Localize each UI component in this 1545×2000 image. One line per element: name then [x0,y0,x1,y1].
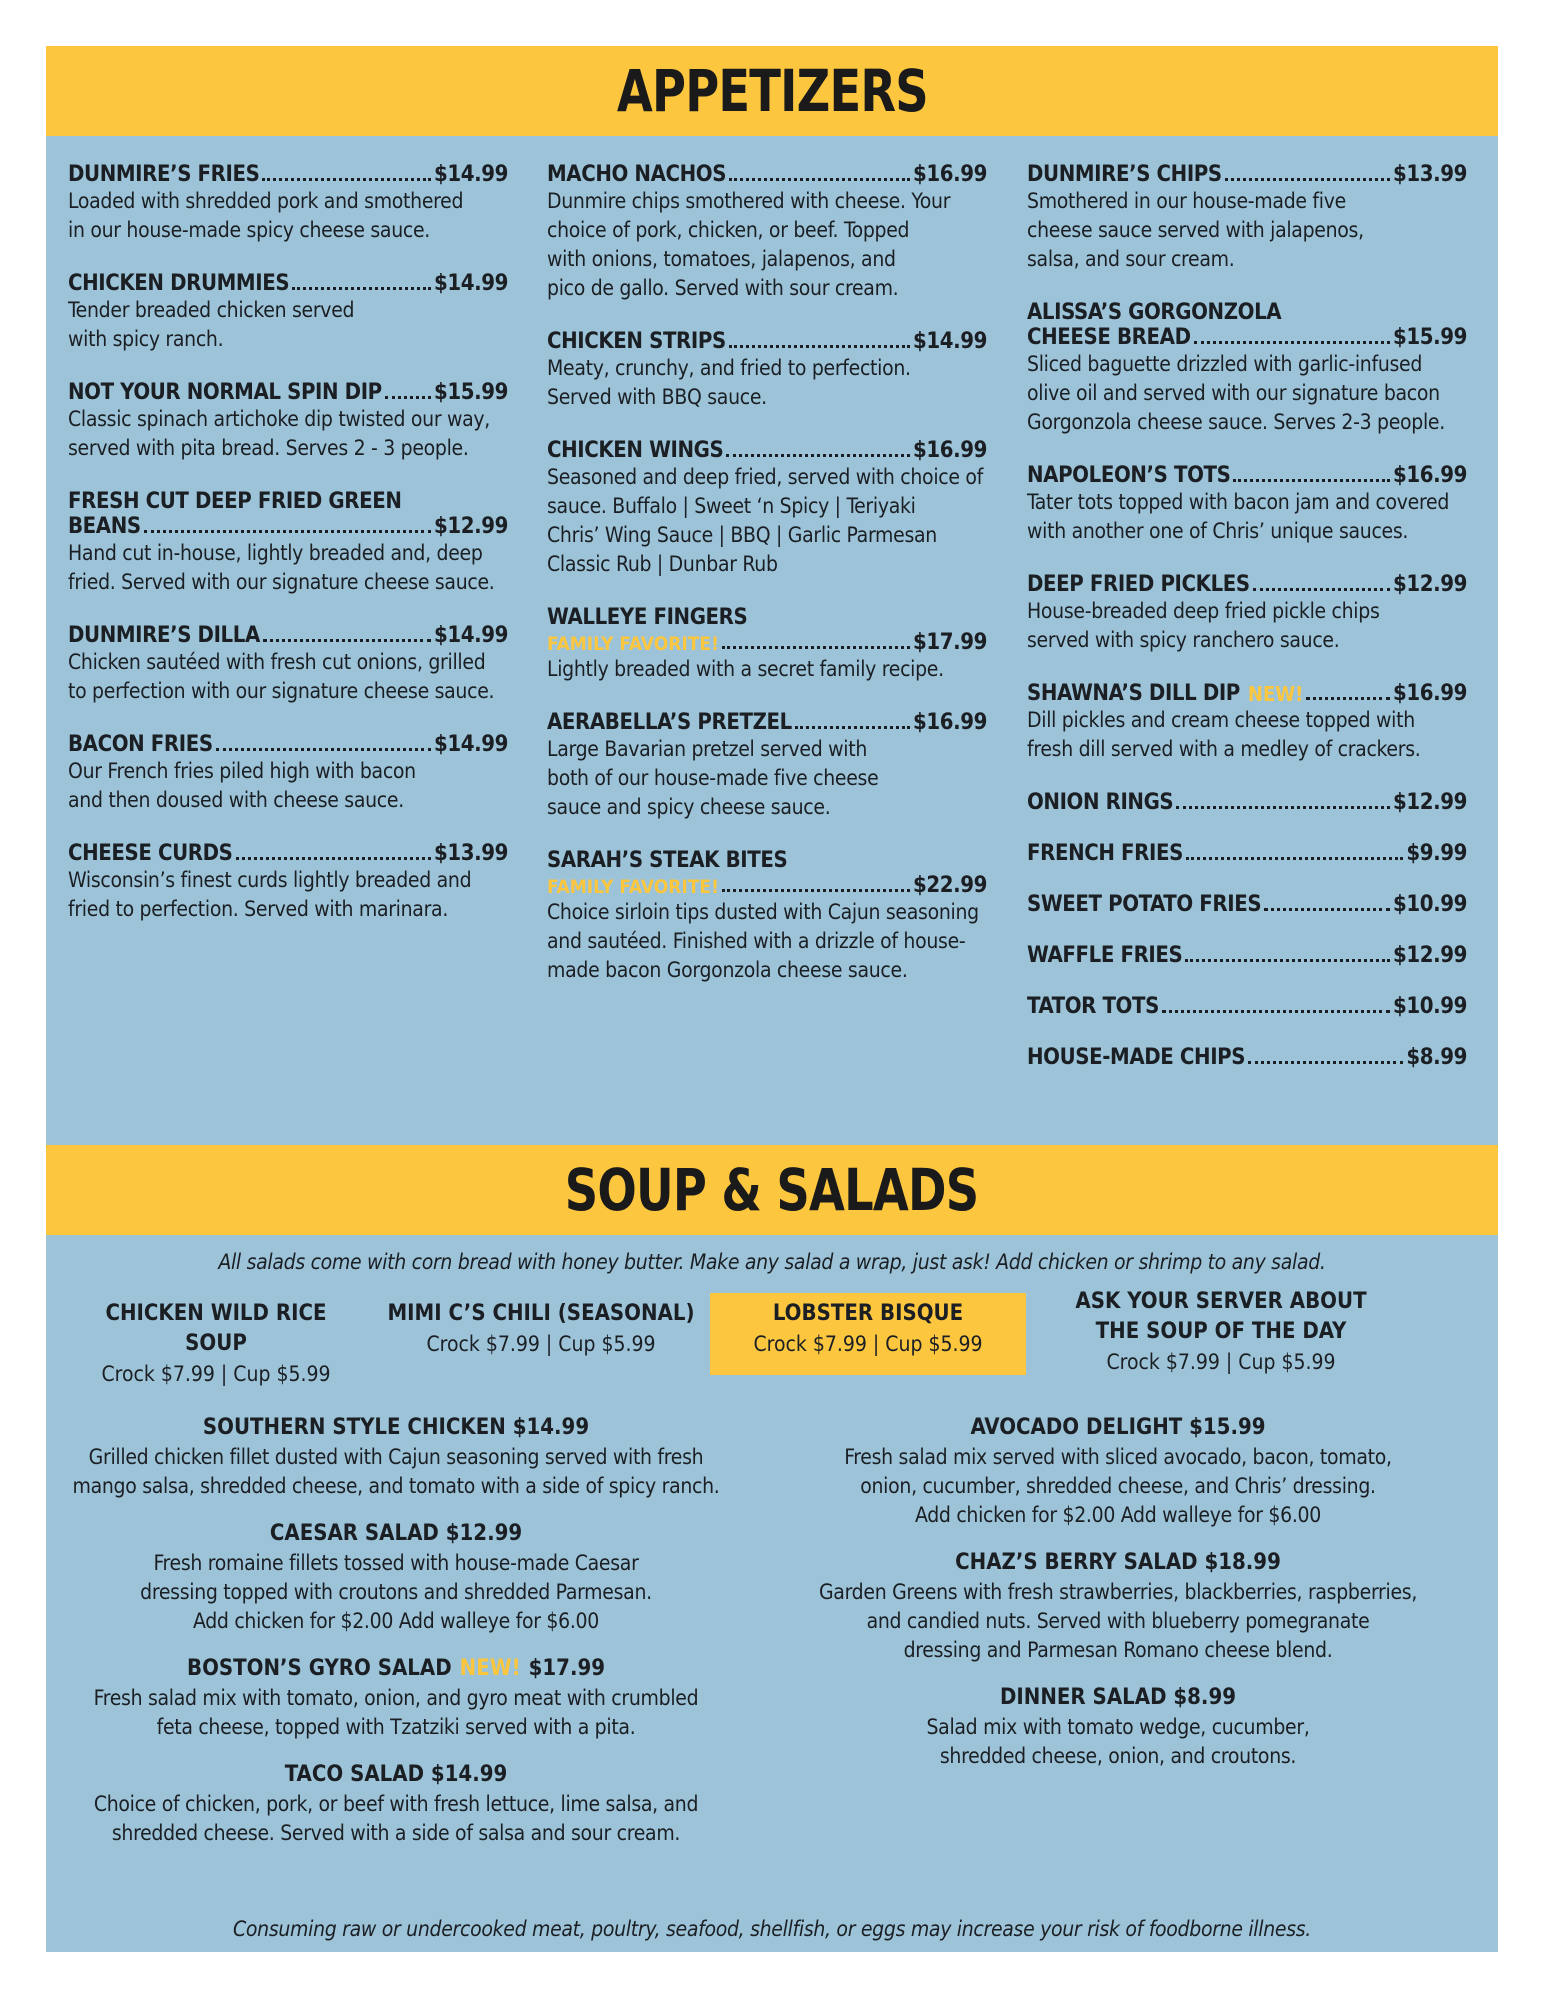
soup-salads-panel [46,1235,1498,1952]
item-name: FRENCH FRIES [1027,841,1183,866]
salad-price: $17.99 [528,1656,606,1681]
leader-dots [292,287,431,290]
leader-dots [722,646,910,649]
soup-prices: Crock $7.99 | Cup $5.99 [753,1332,983,1356]
salads-right-column [768,1413,1468,1789]
appetizers-title: APPETIZERS [616,57,928,125]
menu-item [1027,162,1467,274]
soups-row [46,1289,1498,1386]
leader-dots [262,178,431,181]
item-name: DEEP FRIED PICKLES [1027,572,1250,597]
menu-item [1027,681,1467,764]
item-price: $14.99 [434,732,508,757]
item-name: NOT YOUR NORMAL SPIN DIP [68,380,382,405]
leader-dots [1264,908,1390,911]
salad-item [768,1683,1468,1771]
leader-dots [726,454,910,457]
appetizers-column-3 [1027,162,1467,1096]
appetizers-column-1 [68,162,508,950]
menu-item [1027,994,1467,1019]
leader-dots [385,396,431,399]
leader-dots [1185,959,1390,962]
salad-description: Garden Greens with fresh strawberries, blackberries, raspberries, and candied nuts. Served with blueberry pomegranate dressing and Parmesan Romano cheese blend. [818,1580,1418,1662]
menu-item [547,329,987,412]
family-favorite-badge: FAMILY FAVORITE! [547,633,719,655]
menu-item [547,848,987,985]
soup-prices: Crock $7.99 | Cup $5.99 [1106,1350,1336,1374]
leader-dots [1186,857,1403,860]
soup-name: MIMI C’S CHILI (SEASONAL) [387,1301,695,1326]
soup-item-highlighted [710,1293,1026,1375]
item-name: SHAWNA’S DILL DIP [1027,681,1240,706]
soup-name: CHICKEN WILD RICE SOUP [105,1301,327,1356]
item-description: Sliced baguette drizzled with garlic-infused olive oil and served with our signature bacon Gorgonzola cheese sauce. Serves 2-3 people. [1027,352,1445,434]
item-description: Lightly breaded with a secret family recipe. [547,657,944,681]
new-badge: NEW! [1247,682,1304,706]
menu-item [68,732,508,815]
item-name: HOUSE-MADE CHIPS [1027,1045,1246,1070]
salad-item [46,1654,746,1742]
item-price: $16.99 [913,162,987,187]
item-name-line-1: FRESH CUT DEEP FRIED GREEN [68,489,402,514]
leader-dots [216,748,431,751]
family-favorite-badge: FAMILY FAVORITE! [547,876,719,898]
soup-prices: Crock $7.99 | Cup $5.99 [101,1362,331,1386]
item-name: CHICKEN STRIPS [547,329,726,354]
item-price: $14.99 [434,623,508,648]
menu-item [68,380,508,463]
salad-description: Grilled chicken fillet dusted with Cajun seasoning served with fresh mango salsa, shredded cheese, and tomato with a side of spicy ranch. [72,1445,720,1498]
salads-note: All salads come with corn bread with honey butter. Make any salad a wrap, just ask! Add chicken or shrimp to any salad. [218,1250,1326,1274]
item-description: Seasoned and deep fried, served with choice of sauce. Buffalo | Sweet ‘n Spicy | Teriyaki Chris’ Wing Sauce | BBQ | Garlic Parmesan Classic Rub | Dunbar Rub [547,465,983,576]
item-price: $16.99 [1393,463,1467,488]
salad-description: Fresh romaine fillets tossed with house-made Caesar dressing topped with croutons and shredded Parmesan. Add chicken for $2.00 Add walleye for $6.00 [140,1551,652,1633]
menu-item [68,271,508,354]
salad-item [768,1413,1468,1530]
item-name: CHEESE BREAD [1027,325,1191,350]
leader-dots [144,530,431,533]
item-price: $12.99 [1393,572,1467,597]
item-description: Wisconsin’s finest curds lightly breaded and fried to perfection. Served with marinara. [68,868,472,921]
item-price: $14.99 [913,329,987,354]
soup-name: ASK YOUR SERVER ABOUT THE SOUP OF THE DAY [1075,1289,1367,1344]
item-description: Choice sirloin tips dusted with Cajun seasoning and sautéed. Finished with a drizzle of house- made bacon Gorgonzola cheese sauce. [547,900,979,982]
item-price: $16.99 [1393,681,1467,706]
item-name: NAPOLEON’S TOTS [1027,463,1231,488]
salad-title: DINNER SALAD $8.99 [999,1685,1236,1710]
soup-salads-title: SOUP & SALADS [565,1156,979,1224]
item-price: $12.99 [1393,943,1467,968]
leader-dots [729,345,910,348]
item-price: $14.99 [434,271,508,296]
soup-name: LOBSTER BISQUE [772,1301,964,1326]
item-name: TATOR TOTS [1027,994,1159,1019]
salad-title: BOSTON’S GYRO SALAD [186,1656,452,1681]
menu-item [1027,463,1467,546]
leader-dots [729,178,910,181]
soup-salads-header-band [46,1145,1498,1235]
salad-title: AVOCADO DELIGHT $15.99 [970,1415,1266,1440]
item-name-line-1: ALISSA’S GORGONZOLA [1027,300,1282,325]
item-description: Dunmire chips smothered with cheese. Your choice of pork, chicken, or beef. Topped with onions, tomatoes, jalapenos, and pico de gallo. Served with sour cream. [547,189,951,300]
menu-item [1027,943,1467,968]
item-name: MACHO NACHOS [547,162,727,187]
item-description: Loaded with shredded pork and smothered in our house-made spicy cheese sauce. [68,189,464,242]
salad-description: Fresh salad mix with tomato, onion, and gyro meat with crumbled feta cheese, topped with Tzatziki served with a pita. [93,1686,699,1739]
item-name: DUNMIRE’S FRIES [68,162,260,187]
salad-description: Choice of chicken, pork, or beef with fresh lettuce, lime salsa, and shredded cheese. Served with a side of salsa and sour cream. [93,1792,699,1845]
item-price: $10.99 [1393,994,1467,1019]
leader-dots [236,857,431,860]
soup-item [1056,1287,1386,1377]
item-price: $12.99 [1393,790,1467,815]
item-name: CHICKEN WINGS [547,438,724,463]
item-name: WAFFLE FRIES [1027,943,1183,968]
salad-item [46,1413,746,1501]
item-price: $16.99 [913,710,987,735]
item-price: $15.99 [1393,325,1467,350]
menu-item [1027,1045,1467,1070]
menu-item [1027,892,1467,917]
menu-item [1027,300,1467,437]
new-badge: NEW! [459,1656,521,1681]
leader-dots [263,639,431,642]
menu-item [68,162,508,245]
health-warning-footer: Consuming raw or undercooked meat, poultry, seafood, shellfish, or eggs may increase your risk of foodborne illness. [232,1917,1312,1941]
item-price: $17.99 [913,630,987,655]
leader-dots [1225,178,1390,181]
leader-dots [1233,479,1390,482]
item-description: Classic spinach artichoke dip twisted our way, served with pita bread. Serves 2 - 3 people. [68,407,491,460]
soup-item [386,1299,696,1359]
item-description: Smothered in our house-made five cheese sauce served with jalapenos, salsa, and sour cream. [1027,189,1364,271]
item-price: $13.99 [1393,162,1467,187]
salad-title: CAESAR SALAD $12.99 [269,1521,523,1546]
menu-item [547,605,987,684]
item-name: DUNMIRE’S DILLA [68,623,260,648]
menu-item [547,162,987,303]
salad-title-line [46,1654,746,1684]
menu-item [1027,572,1467,655]
item-description: Chicken sautéed with fresh cut onions, grilled to perfection with our signature cheese sauce. [68,650,495,703]
item-name: CHICKEN DRUMMIES [68,271,290,296]
item-name: WALLEYE FINGERS [547,605,748,630]
soup-prices: Crock $7.99 | Cup $5.99 [426,1332,656,1356]
soup-item [76,1299,356,1389]
salad-description: Salad mix with tomato wedge, cucumber, shredded cheese, onion, and croutons. [926,1715,1310,1768]
leader-dots [1248,1061,1403,1064]
item-price: $9.99 [1406,841,1467,866]
menu-item [1027,790,1467,815]
menu-item [1027,841,1467,866]
appetizers-column-2 [547,162,987,1011]
item-price: $10.99 [1393,892,1467,917]
item-name: BACON FRIES [68,732,213,757]
item-description: Large Bavarian pretzel served with both of our house-made five cheese sauce and spicy cheese sauce. [547,737,879,819]
salad-title: SOUTHERN STYLE CHICKEN $14.99 [202,1415,590,1440]
item-description: Our French fries piled high with bacon and then doused with cheese sauce. [68,759,416,812]
item-price: $16.99 [913,438,987,463]
item-name: SWEET POTATO FRIES [1027,892,1262,917]
leader-dots [722,889,910,892]
menu-item [68,623,508,706]
leader-dots [1176,806,1390,809]
salad-item [768,1548,1468,1665]
salad-title: TACO SALAD $14.99 [284,1762,508,1787]
menu-item [547,438,987,579]
item-name: BEANS [68,514,141,539]
appetizers-header-band [46,46,1498,136]
leader-dots [795,726,910,729]
item-price: $22.99 [913,873,987,898]
salad-item [46,1760,746,1848]
menu-item [68,489,508,597]
salad-description: Fresh salad mix served with sliced avocado, bacon, tomato, onion, cucumber, shredded cheese, and Chris’ dressing. Add chicken for $2.00 Add walleye for $6.00 [844,1445,1392,1527]
item-price: $13.99 [434,841,508,866]
appetizers-panel [46,136,1498,1145]
item-name: ONION RINGS [1027,790,1174,815]
salad-item [46,1519,746,1636]
item-description: Tender breaded chicken served with spicy ranch. [68,298,355,351]
item-description: Meaty, crunchy, and fried to perfection. Served with BBQ sauce. [547,356,911,409]
item-price: $12.99 [434,514,508,539]
item-price: $8.99 [1406,1045,1467,1070]
item-description: Dill pickles and cream cheese topped with fresh dill served with a medley of crackers. [1027,708,1421,761]
salad-title: CHAZ’S BERRY SALAD $18.99 [955,1550,1281,1575]
leader-dots [1162,1010,1390,1013]
salads-left-column [46,1413,746,1866]
leader-dots [1253,588,1390,591]
leader-dots [1306,697,1390,700]
item-name: AERABELLA’S PRETZEL [547,710,792,735]
menu-item [547,710,987,822]
item-name: SARAH’S STEAK BITES [547,848,788,873]
leader-dots [1194,341,1390,344]
item-name: DUNMIRE’S CHIPS [1027,162,1222,187]
item-description: House-breaded deep fried pickle chips served with spicy ranchero sauce. [1027,599,1380,652]
item-name: CHEESE CURDS [68,841,233,866]
item-description: Tater tots topped with bacon jam and covered with another one of Chris’ unique sauces. [1027,490,1450,543]
item-description: Hand cut in-house, lightly breaded and, deep fried. Served with our signature cheese sauce. [68,541,495,594]
menu-item [68,841,508,924]
item-price: $14.99 [434,162,508,187]
item-price: $15.99 [434,380,508,405]
